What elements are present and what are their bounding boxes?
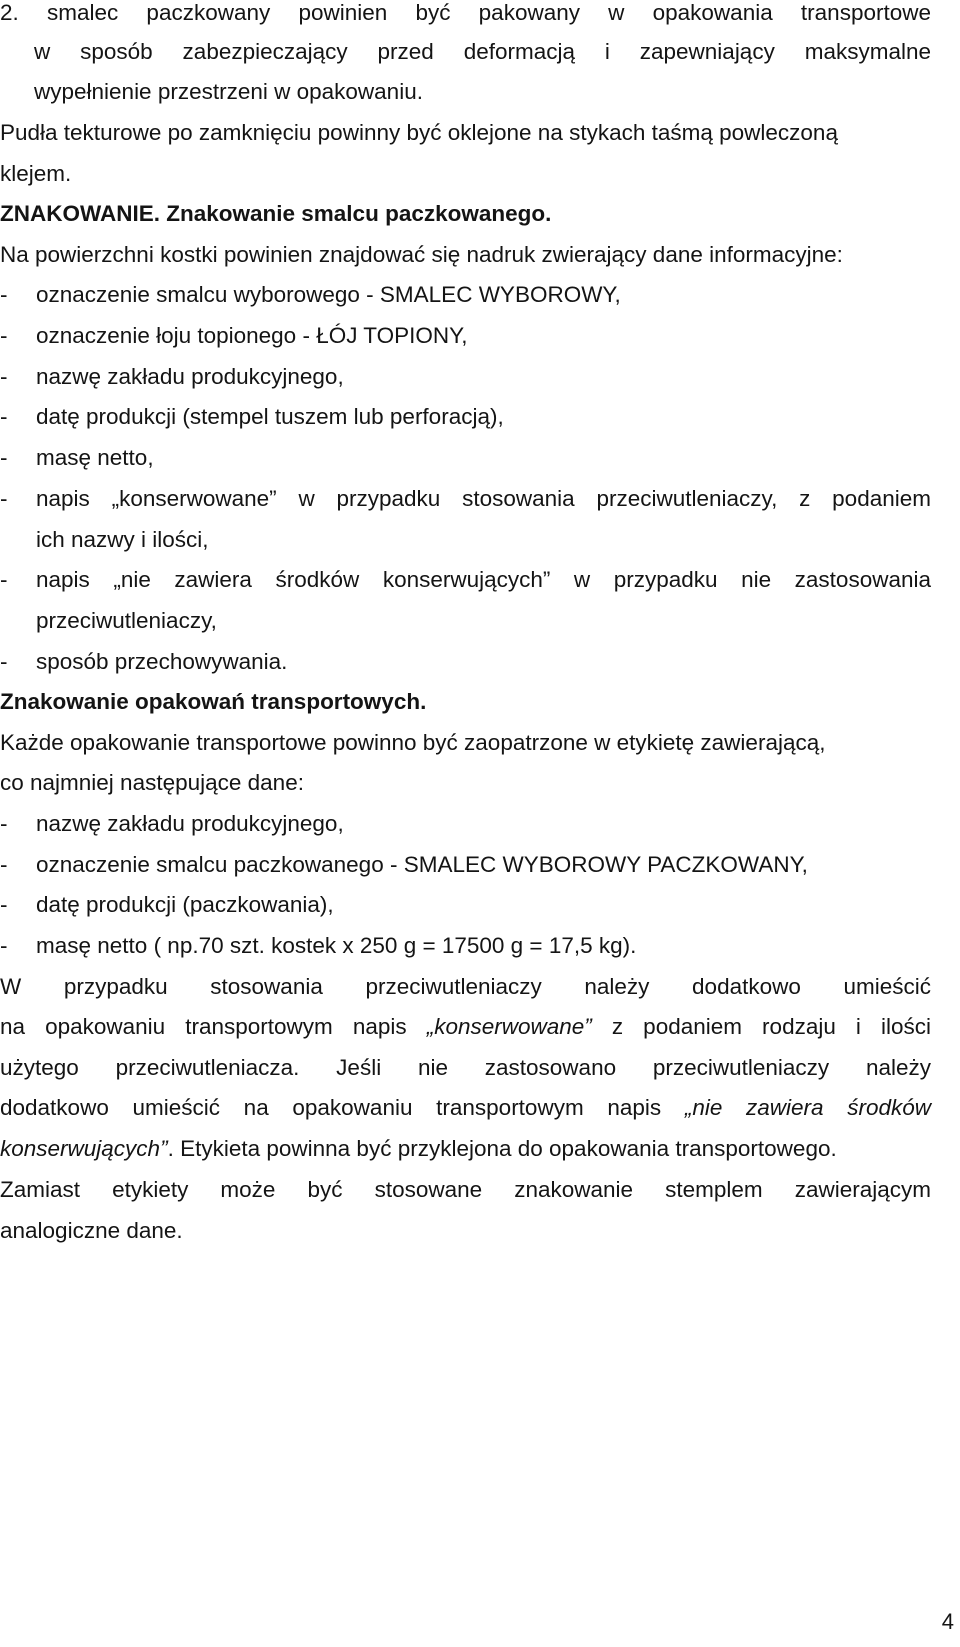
list-dash: - [0, 933, 8, 958]
page-number: 4 [941, 1609, 954, 1634]
list-dash: - [0, 364, 8, 389]
paragraph-text: z podaniem rodzaju i ilości [591, 1014, 931, 1039]
list-dash: - [0, 811, 8, 836]
list-dash: - [0, 649, 8, 674]
intro-line-3: wypełnienie przestrzeni w opakowaniu. [34, 79, 423, 104]
paragraph-italic: konserwujących” [0, 1136, 168, 1161]
list-item-text: oznaczenie smalcu wyborowego - SMALEC WYBOROWY, [36, 282, 621, 307]
paragraph-text: na opakowaniu transportowym napis [0, 1014, 427, 1039]
list-item-text: napis „nie zawiera środków konserwujących” w przypadku nie zastosowania [36, 567, 931, 592]
list-item-text: masę netto ( np.70 szt. kostek x 250 g = 17500 g = 17,5 kg). [36, 933, 637, 958]
list-item [0, 850, 931, 880]
list-dash: - [0, 282, 8, 307]
list-item [0, 647, 931, 677]
paragraph-line-1: W przypadku stosowania przeciwutleniaczy należy dodatkowo umieścić [0, 974, 931, 999]
cardboard-line-2: klejem. [0, 161, 72, 186]
list-item [0, 443, 931, 473]
paragraph-italic: „nie zawiera środków [684, 1095, 931, 1120]
paragraph-text: dodatkowo umieścić na opakowaniu transportowym napis [0, 1095, 685, 1120]
paragraph-line-4 [0, 1093, 931, 1123]
list-dash: - [0, 486, 8, 511]
list-item [0, 484, 931, 514]
list-item-text: nazwę zakładu produkcyjnego, [36, 811, 344, 836]
list-dash: - [0, 445, 8, 470]
list-item-text: sposób przechowywania. [36, 649, 288, 674]
list-item-text: oznaczenie łoju topionego - ŁÓJ TOPIONY, [36, 323, 468, 348]
list-item-text: masę netto, [36, 445, 154, 470]
intro-line-1: 2. smalec paczkowany powinien być pakowany w opakowania transportowe [0, 0, 931, 25]
paragraph-line-7: analogiczne dane. [0, 1218, 183, 1243]
list-item-text: nazwę zakładu produkcyjnego, [36, 364, 344, 389]
paragraph-line-6: Zamiast etykiety może być stosowane znakowanie stemplem zawierającym [0, 1177, 931, 1202]
list-item-continuation: ich nazwy i ilości, [36, 527, 209, 552]
paragraph-line-2 [0, 1012, 931, 1042]
marking-heading: ZNAKOWANIE. Znakowanie smalcu paczkowanego. [0, 201, 552, 226]
transport-heading: Znakowanie opakowań transportowych. [0, 689, 427, 714]
list-item [0, 931, 931, 961]
list-item [0, 321, 931, 351]
transport-intro-line-2: co najmniej następujące dane: [0, 770, 304, 795]
list-item-text: napis „konserwowane” w przypadku stosowania przeciwutleniaczy, z podaniem [36, 486, 931, 511]
paragraph-text: . Etykieta powinna być przyklejona do opakowania transportowego. [167, 1136, 837, 1161]
list-item-text: oznaczenie smalcu paczkowanego - SMALEC WYBOROWY PACZKOWANY, [36, 852, 808, 877]
marking-intro: Na powierzchni kostki powinien znajdować się nadruk zwierający dane informacyjne: [0, 242, 843, 267]
cardboard-line-1: Pudła tekturowe po zamknięciu powinny być oklejone na stykach taśmą powleczoną [0, 120, 838, 145]
list-dash: - [0, 404, 8, 429]
paragraph-italic: „konserwowane” [426, 1014, 592, 1039]
list-item [0, 809, 931, 839]
list-item-text: datę produkcji (stempel tuszem lub perforacją), [36, 404, 504, 429]
list-item [0, 280, 931, 310]
list-dash: - [0, 567, 8, 592]
list-item-continuation: przeciwutleniaczy, [36, 608, 217, 633]
paragraph-line-5 [0, 1134, 837, 1164]
list-item [0, 565, 931, 595]
list-item [0, 402, 931, 432]
list-item [0, 362, 931, 392]
list-item-text: datę produkcji (paczkowania), [36, 892, 334, 917]
list-dash: - [0, 323, 8, 348]
list-dash: - [0, 852, 8, 877]
paragraph-line-3: użytego przeciwutleniacza. Jeśli nie zastosowano przeciwutleniaczy należy [0, 1055, 931, 1080]
list-item [0, 890, 931, 920]
transport-intro-line-1: Każde opakowanie transportowe powinno być zaopatrzone w etykietę zawierającą, [0, 730, 826, 755]
list-dash: - [0, 892, 8, 917]
intro-line-2: w sposób zabezpieczający przed deformacją i zapewniający maksymalne [34, 39, 931, 64]
